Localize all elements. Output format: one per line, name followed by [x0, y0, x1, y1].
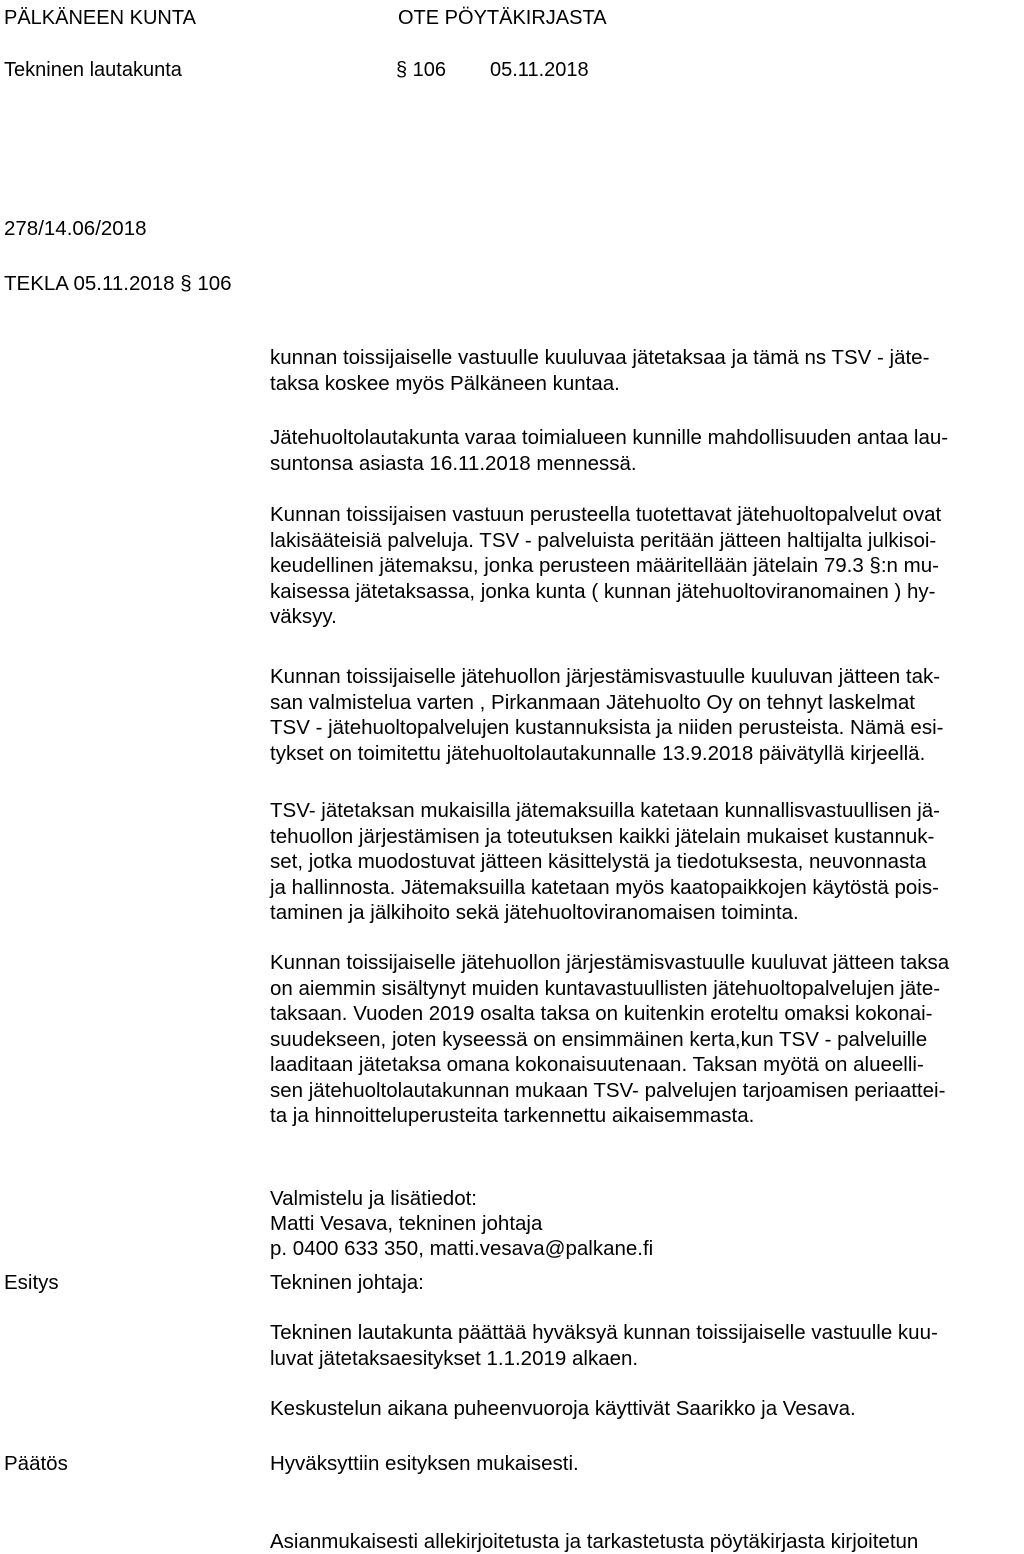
- paragraph-text: TSV- jätetaksan mukaisilla jätemaksuilla katetaan kunnallisvastuullisen jä- tehuollon järjestämisen ja toteutuksen kaikki jätelain mukaiset kustannuk- set, jotka muodostuvat jätteen käsittelystä ja tiedotuksesta, neuvonnasta ja hallinnosta. Jätemaksuilla katetaan myös kaatopaikkojen käytöstä pois- taminen ja jälkihoito sekä jätehuoltoviranomaisen toiminta.: [270, 799, 940, 924]
- meeting-reference: TEKLA 05.11.2018 § 106: [4, 272, 232, 295]
- municipality-name: PÄLKÄNEEN KUNTA: [4, 7, 196, 29]
- discussion-block: [270, 1396, 1010, 1421]
- paragraph-5: [270, 798, 1010, 926]
- paragraph-1: [270, 345, 1010, 396]
- certification-block: [270, 1529, 1010, 1554]
- paragraph-3: [270, 502, 1010, 630]
- contact-block: [270, 1186, 1010, 1261]
- board-name: Tekninen lautakunta: [4, 59, 182, 81]
- decision-label: Päätös: [4, 1452, 68, 1475]
- paragraph-text: kunnan toissijaiselle vastuulle kuuluvaa jätetaksaa ja tämä ns TSV - jäte- taksa koskee myös Pälkäneen kuntaa.: [270, 346, 930, 395]
- proposal-label: Esitys: [4, 1271, 59, 1294]
- certification-text: Asianmukaisesti allekirjoitetusta ja tarkastetusta pöytäkirjasta kirjoitetun: [270, 1530, 919, 1553]
- contact-name: Matti Vesava, tekninen johtaja: [270, 1212, 543, 1235]
- document-type: OTE PÖYTÄKIRJASTA: [398, 7, 607, 29]
- paragraph-4: [270, 664, 1010, 766]
- proposal-text: Tekninen lautakunta päättää hyväksyä kunnan toissijaiselle vastuulle kuu- luvat jätetaksaesitykset 1.1.2019 alkaen.: [270, 1321, 938, 1370]
- diary-number: 278/14.06/2018: [4, 217, 147, 240]
- meeting-date: 05.11.2018: [490, 59, 589, 81]
- paragraph-text: Kunnan toissijaisen vastuun perusteella tuotettavat jätehuoltopalvelut ovat lakisääteisiä palveluja. TSV - palveluista peritään jätteen haltijalta julkisoi- keudellinen jätemaksu, jonka perusteen määritellään jätelain 79.3 §:n mu- kaisessa jätetaksassa, jonka kunta ( kunnan jätehuoltoviranomainen ) hy- väksyy.: [270, 503, 942, 628]
- section-number: § 106: [396, 59, 447, 81]
- paragraph-2: [270, 425, 1010, 476]
- decision-text: Hyväksyttiin esityksen mukaisesti.: [270, 1452, 579, 1475]
- discussion-text: Keskustelun aikana puheenvuoroja käyttivät Saarikko ja Vesava.: [270, 1397, 856, 1420]
- contact-phone-email: p. 0400 633 350, matti.vesava@palkane.fi: [270, 1237, 654, 1260]
- contact-heading: Valmistelu ja lisätiedot:: [270, 1187, 477, 1210]
- paragraph-text: Jätehuoltolautakunta varaa toimialueen kunnille mahdollisuuden antaa lau- suntonsa asiasta 16.11.2018 mennessä.: [270, 426, 949, 475]
- decision-block: [270, 1451, 1010, 1476]
- paragraph-text: Kunnan toissijaiselle jätehuollon järjestämisvastuulle kuuluvan jätteen tak- san valmistelua varten , Pirkanmaan Jätehuolto Oy on tehnyt laskelmat TSV - jätehuoltopalvelujen kustannuksista ja niiden perusteista. Nämä esi- tykset on toimitettu jätehuoltolautakunnalle 13.9.2018 päivätyllä kirjeellä.: [270, 665, 944, 765]
- proposal-text-block: [270, 1320, 1010, 1371]
- proposal-presenter-block: [270, 1270, 1010, 1295]
- paragraph-6: [270, 950, 1010, 1129]
- proposal-presenter: Tekninen johtaja:: [270, 1271, 424, 1294]
- paragraph-text: Kunnan toissijaiselle jätehuollon järjestämisvastuulle kuuluvat jätteen taksa on aiemmin sisältynyt muiden kuntavastuullisten jätehuoltopalvelujen jäte- taksaan. Vuoden 2019 osalta taksa on kuitenkin eroteltu omaksi kokonai- suudekseen, joten kyseessä on ensimmäinen kerta,kun TSV - palveluille laaditaan jätetaksa omana kokonaisuutenaan. Taksan myötä on alueelli- sen jätehuoltolautakunnan mukaan TSV- palvelujen tarjoamisen periaattei- ta ja hinnoitteluperusteita tarkennettu aikaisemmasta.: [270, 951, 950, 1127]
